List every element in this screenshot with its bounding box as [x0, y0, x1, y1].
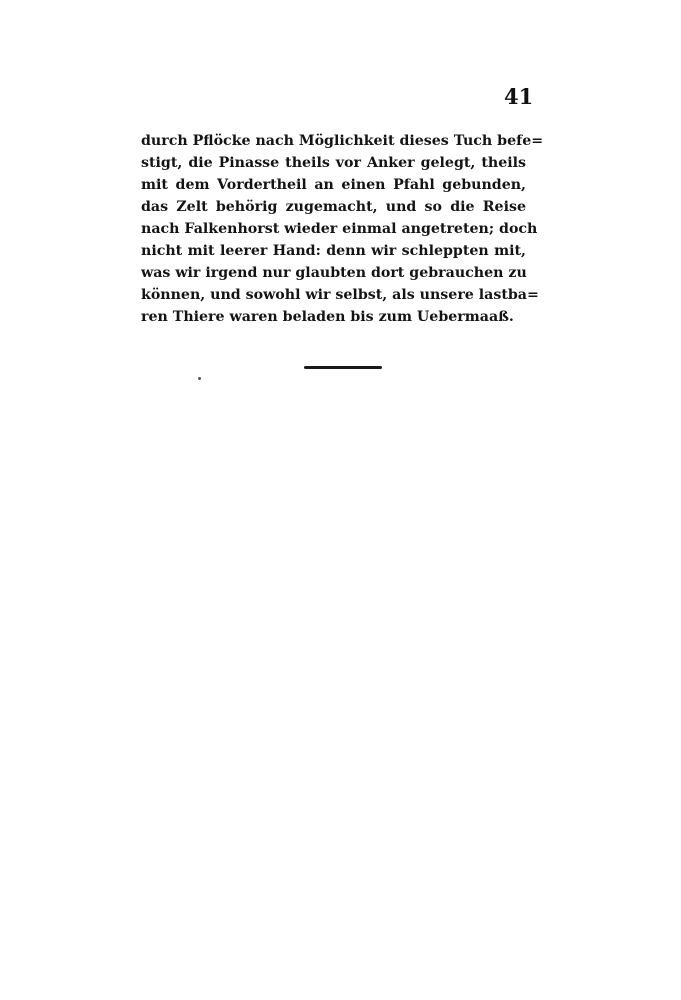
text-line: was wir irgend nur glaubten dort gebrauchen zu — [141, 265, 527, 281]
text-line: nach Falkenhorst wieder einmal angetreten; doch — [141, 221, 538, 237]
page-number: 41 — [504, 84, 534, 109]
body-text — [141, 130, 544, 328]
text-line: mit dem Vordertheil an einen Pfahl gebunden, — [141, 177, 526, 193]
text-line: ren Thiere waren beladen bis zum Uebermaaß. — [141, 309, 514, 325]
text-line: durch Pflöcke nach Möglichkeit dieses Tuch befe= — [141, 133, 544, 149]
text-line: nicht mit leerer Hand: denn wir schleppten mit, — [141, 243, 526, 259]
ink-speck — [198, 377, 201, 380]
text-line: können, und sowohl wir selbst, als unsere lastba= — [141, 287, 539, 303]
text-line: das Zelt behörig zugemacht, und so die Reise — [141, 199, 526, 215]
section-divider — [304, 366, 382, 369]
text-line: stigt, die Pinasse theils vor Anker gelegt, theils — [141, 155, 526, 171]
